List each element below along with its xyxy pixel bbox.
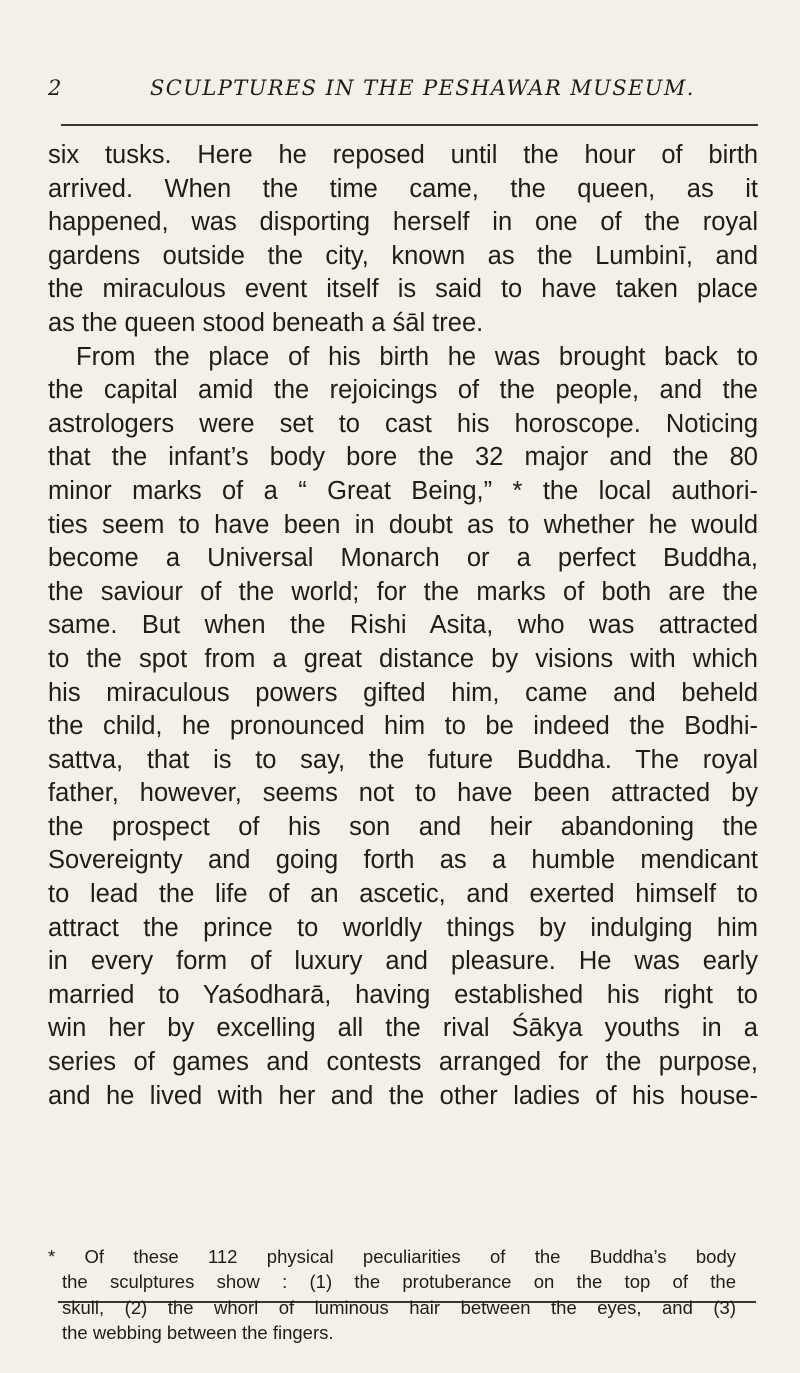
text-line: married to Yaśodharā, having established his right to bbox=[48, 980, 758, 1009]
text-line: that the infant’s body bore the 32 major and the 80 bbox=[48, 443, 758, 472]
text-line: and he lived with her and the other ladies of his house- bbox=[48, 1081, 758, 1110]
text-line: his miraculous powers gifted him, came and beheld bbox=[48, 678, 758, 707]
text-line: minor marks of a “ Great Being,” * the local authori- bbox=[48, 476, 758, 505]
footnote-line: * Of these 112 physical peculiarities of the Buddha’s body bbox=[48, 1246, 736, 1267]
text-line: arrived. When the time came, the queen, as it bbox=[48, 174, 758, 203]
text-line: attract the prince to worldly things by indulging him bbox=[48, 913, 758, 942]
text-line: six tusks. Here he reposed until the hour of birth bbox=[48, 141, 758, 169]
body-paragraphs bbox=[48, 139, 758, 1113]
page-number: 2 bbox=[48, 76, 63, 100]
header-rule bbox=[61, 124, 758, 126]
text-line: become a Universal Monarch or a perfect Buddha, bbox=[48, 544, 758, 573]
text-line: the prospect of his son and heir abandoning the bbox=[48, 812, 758, 841]
page-header bbox=[48, 76, 758, 116]
text-line: the saviour of the world; for the marks of both are the bbox=[48, 577, 758, 606]
text-line: gardens outside the city, known as the Lumbinī, and bbox=[48, 241, 758, 270]
text-line: sattva, that is to say, the future Buddha. The royal bbox=[48, 745, 758, 774]
text-line: to the spot from a great distance by visions with which bbox=[48, 644, 758, 673]
text-line: the capital amid the rejoicings of the people, and the bbox=[48, 376, 758, 405]
text-line: in every form of luxury and pleasure. He was early bbox=[48, 947, 758, 976]
footnote bbox=[48, 1244, 736, 1345]
text-line: win her by excelling all the rival Śākya youths in a bbox=[48, 1014, 758, 1043]
text-line: father, however, seems not to have been attracted by bbox=[48, 779, 758, 808]
text-line: as the queen stood beneath a śāl tree. bbox=[48, 308, 484, 337]
text-line: same. But when the Rishi Asita, who was attracted bbox=[48, 611, 758, 640]
text-line: to lead the life of an ascetic, and exerted himself to bbox=[48, 880, 758, 909]
text-line: Sovereignty and going forth as a humble mendicant bbox=[48, 846, 758, 875]
text-line: series of games and contests arranged for the purpose, bbox=[48, 1048, 758, 1077]
footnote-line: skull, (2) the whorl of luminous hair between the eyes, and (3) bbox=[62, 1296, 736, 1318]
text-line: From the place of his birth he was brought back to bbox=[76, 342, 758, 371]
text-line: the child, he pronounced him to be indeed the Bodhi- bbox=[48, 712, 758, 741]
text-line: happened, was disporting herself in one of the royal bbox=[48, 208, 758, 237]
text-line: ties seem to have been in doubt as to whether he would bbox=[48, 510, 758, 539]
running-title: SCULPTURES IN THE PESHAWAR MUSEUM. bbox=[150, 76, 695, 100]
footnote-line: the webbing between the fingers. bbox=[62, 1321, 334, 1343]
text-line: the miraculous event itself is said to have taken place bbox=[48, 275, 758, 304]
page-content bbox=[48, 76, 758, 1110]
text-line: astrologers were set to cast his horoscope. Noticing bbox=[48, 409, 758, 438]
footnote-line: the sculptures show : (1) the protuberance on the top of the bbox=[62, 1271, 736, 1293]
